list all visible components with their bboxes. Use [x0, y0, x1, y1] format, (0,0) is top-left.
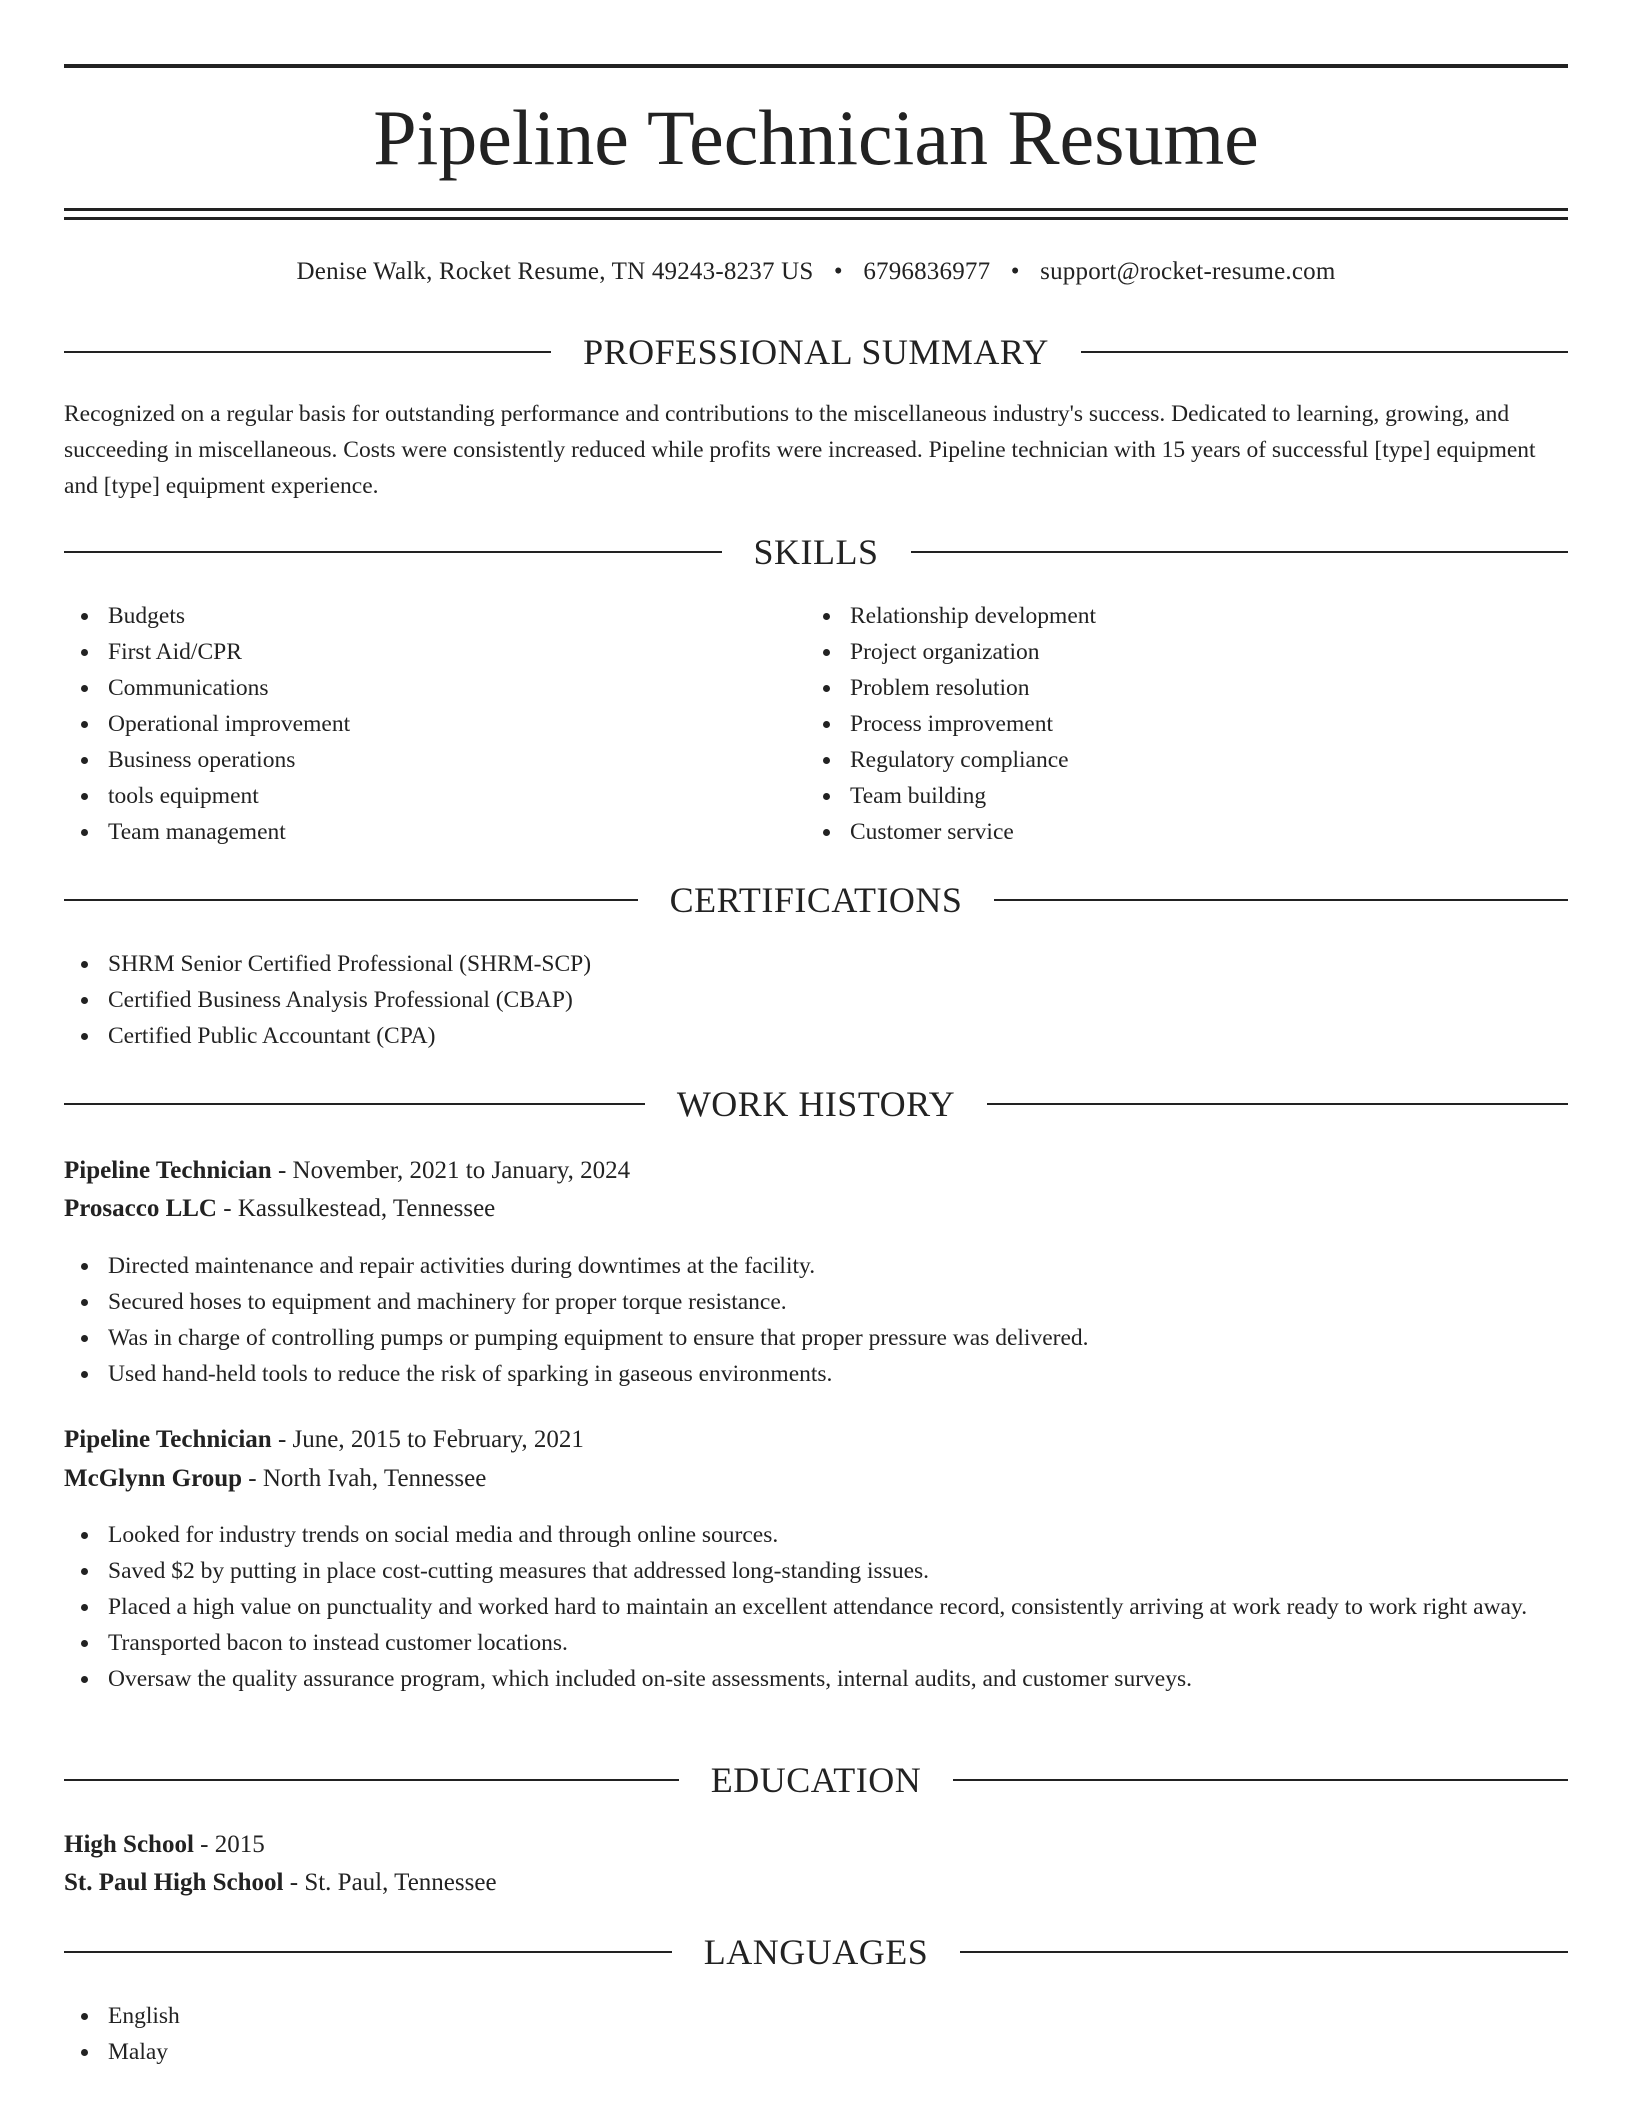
job-company: McGlynn Group — [64, 1465, 243, 1492]
resume-title: Pipeline Technician Resume — [373, 94, 1259, 181]
skill-item: Business operations — [64, 742, 784, 778]
job-bullet: Directed maintenance and repair activities during downtimes at the facility. — [64, 1248, 1568, 1284]
heading-rule-left — [64, 899, 638, 901]
skill-item: Team management — [64, 814, 784, 850]
heading-rule-right — [994, 899, 1568, 901]
job-title-line — [64, 1421, 1568, 1459]
certification-item: Certified Business Analysis Professional (CBAP) — [64, 982, 1564, 1018]
job-bullet: Saved $2 by putting in place cost-cutting measures that addressed long-standing issues. — [64, 1553, 1568, 1589]
heading-rule-right — [1081, 351, 1568, 353]
education-heading-label: EDUCATION — [710, 1760, 922, 1800]
education-heading — [64, 1760, 1568, 1800]
certifications-list — [64, 946, 1564, 1054]
certifications-heading-label: CERTIFICATIONS — [669, 880, 963, 920]
education-year: - 2015 — [193, 1831, 265, 1858]
summary-heading-label: PROFESSIONAL SUMMARY — [583, 332, 1049, 372]
heading-rule-left — [64, 1951, 672, 1953]
top-rule — [64, 64, 1568, 68]
education-degree: High School — [64, 1831, 194, 1858]
language-item: Malay — [64, 2034, 1564, 2070]
skill-item: Operational improvement — [64, 706, 784, 742]
job-bullet: Oversaw the quality assurance program, which included on-site assessments, internal audits, and customer surveys. — [64, 1661, 1568, 1697]
skill-item: Communications — [64, 670, 784, 706]
skill-item: Process improvement — [806, 706, 1566, 742]
heading-rule-right — [987, 1103, 1568, 1105]
skill-item: Customer service — [806, 814, 1566, 850]
heading-rule-left — [64, 1779, 679, 1781]
education-school: St. Paul High School — [64, 1869, 284, 1896]
skill-item: Regulatory compliance — [806, 742, 1566, 778]
skills-list-left — [64, 598, 784, 850]
skill-item: Budgets — [64, 598, 784, 634]
job-bullets — [64, 1517, 1568, 1697]
certification-item: Certified Public Accountant (CPA) — [64, 1018, 1564, 1054]
skill-item: First Aid/CPR — [64, 634, 784, 670]
heading-rule-left — [64, 1103, 645, 1105]
skill-item: tools equipment — [64, 778, 784, 814]
job-bullet: Used hand-held tools to reduce the risk of sparking in gaseous environments. — [64, 1356, 1568, 1392]
job-bullet: Secured hoses to equipment and machinery for proper torque resistance. — [64, 1284, 1568, 1320]
skill-item: Problem resolution — [806, 670, 1566, 706]
skills-list-right — [806, 598, 1566, 850]
job-bullet: Looked for industry trends on social media and through online sources. — [64, 1517, 1568, 1553]
title-double-rule — [64, 208, 1568, 220]
job-bullet: Transported bacon to instead customer locations. — [64, 1625, 1568, 1661]
contact-email: support@rocket-resume.com — [1040, 258, 1336, 285]
heading-rule-left — [64, 351, 551, 353]
contact-line — [64, 255, 1568, 289]
education-school-line — [64, 1864, 1568, 1902]
certification-item: SHRM Senior Certified Professional (SHRM-SCP) — [64, 946, 1564, 982]
job-company-line — [64, 1190, 1568, 1228]
skill-item: Relationship development — [806, 598, 1566, 634]
job-location: - North Ivah, Tennessee — [242, 1465, 487, 1492]
job-title: Pipeline Technician — [64, 1157, 272, 1184]
education-degree-line — [64, 1826, 1568, 1864]
skills-heading-label: SKILLS — [753, 532, 879, 572]
contact-separator: • — [833, 258, 843, 285]
language-item: English — [64, 1998, 1564, 2034]
contact-address: Denise Walk, Rocket Resume, TN 49243-8237 US — [296, 258, 814, 285]
contact-phone: 6796836977 — [863, 258, 991, 285]
contact-separator: • — [1010, 258, 1020, 285]
languages-list — [64, 1998, 1564, 2070]
job-location: - Kassulkestead, Tennessee — [217, 1195, 496, 1222]
job-bullets — [64, 1248, 1568, 1392]
skill-item: Team building — [806, 778, 1566, 814]
summary-heading — [64, 332, 1568, 372]
job-bullet: Placed a high value on punctuality and worked hard to maintain an excellent attendance record, consistently arriving at work ready to work right away. — [64, 1589, 1568, 1625]
skills-heading — [64, 532, 1568, 572]
heading-rule-right — [960, 1951, 1568, 1953]
job-company-line — [64, 1460, 1568, 1498]
job-dates: - June, 2015 to February, 2021 — [271, 1426, 584, 1453]
work-history-heading-label: WORK HISTORY — [676, 1084, 956, 1124]
languages-heading-label: LANGUAGES — [703, 1932, 929, 1972]
languages-heading — [64, 1932, 1568, 1972]
job-company: Prosacco LLC — [64, 1195, 217, 1222]
heading-rule-right — [911, 551, 1569, 553]
heading-rule-right — [953, 1779, 1568, 1781]
job-title: Pipeline Technician — [64, 1426, 272, 1453]
heading-rule-left — [64, 551, 722, 553]
work-history-heading — [64, 1084, 1568, 1124]
certifications-heading — [64, 880, 1568, 920]
job-bullet: Was in charge of controlling pumps or pumping equipment to ensure that proper pressure was delivered. — [64, 1320, 1568, 1356]
job-dates: - November, 2021 to January, 2024 — [271, 1157, 631, 1184]
summary-text: Recognized on a regular basis for outstanding performance and contributions to the miscellaneous industry's success. Dedicated to learning, growing, and succeeding in miscellaneous. Costs were consistently reduced while profits were increased. Pipeline technician with 15 years of successful [type] equipment and [type] equipment experience. — [64, 401, 1536, 499]
job-title-line — [64, 1152, 1568, 1190]
skill-item: Project organization — [806, 634, 1566, 670]
education-location: - St. Paul, Tennessee — [283, 1869, 497, 1896]
